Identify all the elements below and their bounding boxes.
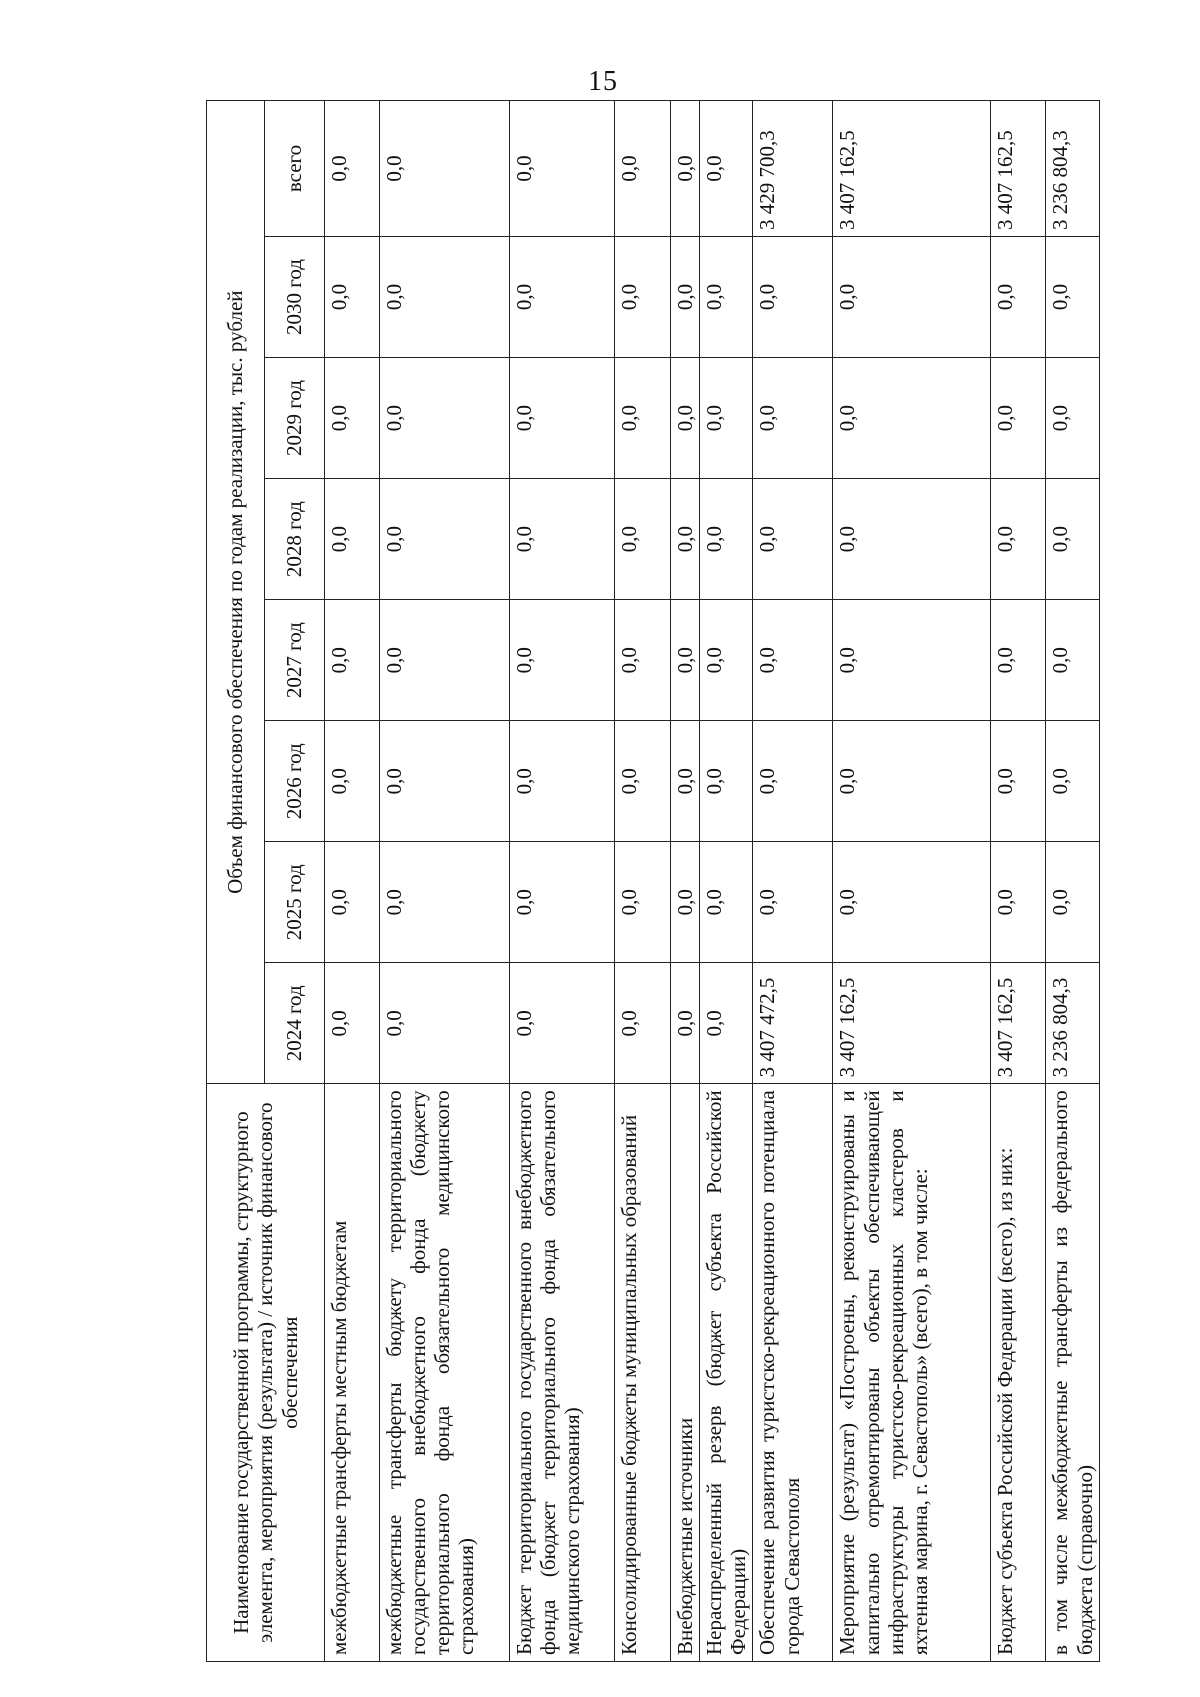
cell-2027: 0,0 xyxy=(833,600,991,721)
cell-2024: 0,0 xyxy=(671,963,700,1084)
cell-2030: 0,0 xyxy=(671,237,700,358)
header-year-2029: 2029 год xyxy=(265,358,325,479)
cell-2030: 0,0 xyxy=(1046,237,1099,358)
cell-2024: 3 407 472,5 xyxy=(753,963,833,1084)
cell-2029: 0,0 xyxy=(833,358,991,479)
cell-2030: 0,0 xyxy=(833,237,991,358)
cell-2024: 0,0 xyxy=(325,963,380,1084)
cell-total: 0,0 xyxy=(671,101,700,237)
cell-2029: 0,0 xyxy=(615,358,671,479)
header-year-2028: 2028 год xyxy=(265,479,325,600)
header-total: всего xyxy=(265,101,325,237)
table-row xyxy=(380,101,510,1662)
cell-2029: 0,0 xyxy=(991,358,1046,479)
row-name: Внебюджетные источники xyxy=(671,1084,700,1662)
cell-2030: 0,0 xyxy=(325,237,380,358)
cell-2025: 0,0 xyxy=(833,842,991,963)
cell-2024: 0,0 xyxy=(510,963,615,1084)
cell-2024: 0,0 xyxy=(700,963,753,1084)
cell-total: 3 236 804,3 xyxy=(1046,101,1099,237)
table-row xyxy=(833,101,991,1662)
cell-2028: 0,0 xyxy=(833,479,991,600)
cell-2029: 0,0 xyxy=(380,358,510,479)
cell-2027: 0,0 xyxy=(991,600,1046,721)
header-year-2026: 2026 год xyxy=(265,721,325,842)
cell-2024: 0,0 xyxy=(380,963,510,1084)
cell-2026: 0,0 xyxy=(991,721,1046,842)
cell-2025: 0,0 xyxy=(1046,842,1099,963)
cell-2029: 0,0 xyxy=(325,358,380,479)
financing-table-area xyxy=(206,100,1097,1662)
cell-2025: 0,0 xyxy=(671,842,700,963)
cell-2030: 0,0 xyxy=(615,237,671,358)
row-name: Консолидированные бюджеты муниципальных образований xyxy=(615,1084,671,1662)
cell-2025: 0,0 xyxy=(753,842,833,963)
table-row xyxy=(991,101,1046,1662)
row-name: Бюджет территориального государственного внебюджетного фонда (бюджет территориального фонда обязательного медицинского страхования) xyxy=(510,1084,615,1662)
row-name: Мероприятие (результат) «Построены, реконструированы и капитально отремонтированы объекты обеспечивающей инфраструктуры туристско-рекреационных кластеров и яхтенная марина, г. Севастополь» (всего), в том числе: xyxy=(833,1084,991,1662)
cell-2029: 0,0 xyxy=(1046,358,1099,479)
cell-2025: 0,0 xyxy=(325,842,380,963)
cell-2027: 0,0 xyxy=(1046,600,1099,721)
cell-2025: 0,0 xyxy=(700,842,753,963)
table-row xyxy=(1046,101,1099,1662)
cell-2026: 0,0 xyxy=(700,721,753,842)
cell-total: 0,0 xyxy=(380,101,510,237)
cell-total: 0,0 xyxy=(700,101,753,237)
cell-2026: 0,0 xyxy=(1046,721,1099,842)
cell-2025: 0,0 xyxy=(380,842,510,963)
cell-2028: 0,0 xyxy=(380,479,510,600)
header-year-2024: 2024 год xyxy=(265,963,325,1084)
page-number: 15 xyxy=(588,66,618,97)
cell-total: 3 407 162,5 xyxy=(991,101,1046,237)
cell-2026: 0,0 xyxy=(325,721,380,842)
cell-2028: 0,0 xyxy=(615,479,671,600)
cell-2026: 0,0 xyxy=(380,721,510,842)
header-year-2025: 2025 год xyxy=(265,842,325,963)
cell-2027: 0,0 xyxy=(753,600,833,721)
cell-2029: 0,0 xyxy=(700,358,753,479)
header-year-2030: 2030 год xyxy=(265,237,325,358)
cell-2030: 0,0 xyxy=(753,237,833,358)
cell-2025: 0,0 xyxy=(991,842,1046,963)
cell-2030: 0,0 xyxy=(700,237,753,358)
cell-2026: 0,0 xyxy=(833,721,991,842)
cell-2028: 0,0 xyxy=(325,479,380,600)
table-row xyxy=(615,101,671,1662)
cell-total: 3 407 162,5 xyxy=(833,101,991,237)
cell-2030: 0,0 xyxy=(991,237,1046,358)
cell-2028: 0,0 xyxy=(753,479,833,600)
cell-2030: 0,0 xyxy=(380,237,510,358)
table-row xyxy=(671,101,700,1662)
cell-2025: 0,0 xyxy=(510,842,615,963)
cell-2027: 0,0 xyxy=(380,600,510,721)
cell-2024: 3 407 162,5 xyxy=(833,963,991,1084)
row-name: межбюджетные трансферты бюджету территориального государственного внебюджетного фонда (бюджету территориального фонда обязательного медицинского страхования) xyxy=(380,1084,510,1662)
cell-2029: 0,0 xyxy=(671,358,700,479)
cell-total: 0,0 xyxy=(510,101,615,237)
cell-total: 0,0 xyxy=(615,101,671,237)
cell-2026: 0,0 xyxy=(510,721,615,842)
financing-table xyxy=(206,100,1100,1662)
row-name: Обеспечение развития туристско-рекреационного потенциала города Севастополя xyxy=(753,1084,833,1662)
header-name-column: Наименование государственной программы, структурного элемента, мероприятия (результата) / источник финансового обеспечения xyxy=(207,1084,325,1662)
row-name: межбюджетные трансферты местным бюджетам xyxy=(325,1084,380,1662)
header-volume-title: Объем финансового обеспечения по годам реализации, тыс. рублей xyxy=(207,101,265,1084)
table-row xyxy=(700,101,753,1662)
cell-2029: 0,0 xyxy=(510,358,615,479)
row-name: Бюджет субъекта Российской Федерации (всего), из них: xyxy=(991,1084,1046,1662)
cell-2027: 0,0 xyxy=(615,600,671,721)
cell-2028: 0,0 xyxy=(700,479,753,600)
cell-2027: 0,0 xyxy=(671,600,700,721)
rotated-table-wrapper xyxy=(206,100,1097,1662)
cell-total: 3 429 700,3 xyxy=(753,101,833,237)
cell-2028: 0,0 xyxy=(671,479,700,600)
row-name: в том числе межбюджетные трансферты из федерального бюджета (справочно) xyxy=(1046,1084,1099,1662)
cell-2024: 3 407 162,5 xyxy=(991,963,1046,1084)
cell-2026: 0,0 xyxy=(615,721,671,842)
cell-2028: 0,0 xyxy=(991,479,1046,600)
cell-2028: 0,0 xyxy=(1046,479,1099,600)
table-row xyxy=(753,101,833,1662)
cell-2030: 0,0 xyxy=(510,237,615,358)
table-row xyxy=(325,101,380,1662)
cell-2027: 0,0 xyxy=(700,600,753,721)
cell-total: 0,0 xyxy=(325,101,380,237)
cell-2024: 0,0 xyxy=(615,963,671,1084)
row-name: Нераспределенный резерв (бюджет субъекта Российской Федерации) xyxy=(700,1084,753,1662)
cell-2027: 0,0 xyxy=(510,600,615,721)
cell-2029: 0,0 xyxy=(753,358,833,479)
table-row xyxy=(510,101,615,1662)
cell-2028: 0,0 xyxy=(510,479,615,600)
cell-2025: 0,0 xyxy=(615,842,671,963)
cell-2024: 3 236 804,3 xyxy=(1046,963,1099,1084)
header-year-2027: 2027 год xyxy=(265,600,325,721)
cell-2026: 0,0 xyxy=(753,721,833,842)
cell-2027: 0,0 xyxy=(325,600,380,721)
cell-2026: 0,0 xyxy=(671,721,700,842)
